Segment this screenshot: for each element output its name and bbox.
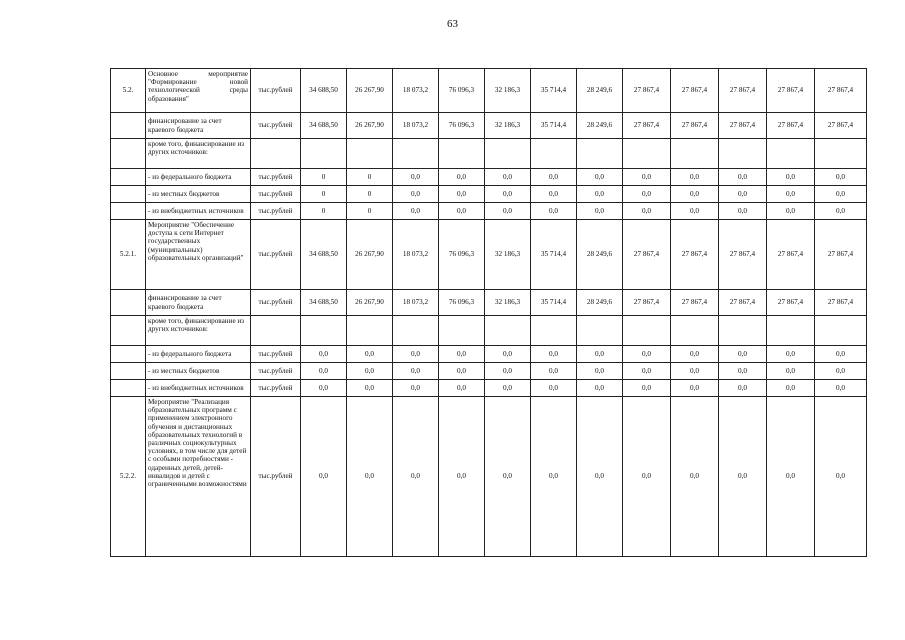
row-unit: тыс.рублей <box>251 113 301 139</box>
value-cell: 27 867,4 <box>671 220 719 290</box>
value-cell: 0,0 <box>347 363 393 380</box>
value-cell: 27 867,4 <box>767 113 815 139</box>
row-unit: тыс.рублей <box>251 69 301 113</box>
value-cell: 0,0 <box>485 203 531 220</box>
table-row <box>111 203 867 220</box>
row-code <box>111 169 146 186</box>
value-cell: 0,0 <box>815 169 867 186</box>
row-code <box>111 363 146 380</box>
value-cell: 0,0 <box>301 397 347 557</box>
value-cell <box>577 139 623 169</box>
row-description: - из федерального бюджета <box>146 346 251 363</box>
value-cell: 0,0 <box>671 186 719 203</box>
value-cell: 0,0 <box>671 363 719 380</box>
value-cell <box>719 316 767 346</box>
row-unit: тыс.рублей <box>251 397 301 557</box>
value-cell: 27 867,4 <box>719 220 767 290</box>
value-cell: 0,0 <box>623 169 671 186</box>
value-cell: 35 714,4 <box>531 113 577 139</box>
row-unit: тыс.рублей <box>251 203 301 220</box>
value-cell: 0 <box>347 169 393 186</box>
value-cell <box>347 316 393 346</box>
value-cell: 0,0 <box>393 186 439 203</box>
value-cell: 18 073,2 <box>393 290 439 316</box>
value-cell: 0,0 <box>393 363 439 380</box>
value-cell: 0,0 <box>767 380 815 397</box>
row-unit: тыс.рублей <box>251 186 301 203</box>
value-cell: 0,0 <box>815 186 867 203</box>
value-cell: 32 186,3 <box>485 220 531 290</box>
value-cell: 35 714,4 <box>531 290 577 316</box>
value-cell: 0,0 <box>815 346 867 363</box>
value-cell: 27 867,4 <box>767 69 815 113</box>
value-cell: 32 186,3 <box>485 69 531 113</box>
row-code <box>111 186 146 203</box>
value-cell <box>623 139 671 169</box>
value-cell: 28 249,6 <box>577 220 623 290</box>
value-cell: 0,0 <box>439 380 485 397</box>
value-cell: 0,0 <box>577 397 623 557</box>
value-cell: 27 867,4 <box>623 290 671 316</box>
value-cell: 0,0 <box>439 346 485 363</box>
value-cell: 0,0 <box>767 397 815 557</box>
value-cell: 27 867,4 <box>671 69 719 113</box>
value-cell: 0,0 <box>485 346 531 363</box>
value-cell: 76 096,3 <box>439 113 485 139</box>
value-cell: 35 714,4 <box>531 220 577 290</box>
value-cell: 0,0 <box>577 363 623 380</box>
row-description: финансирование за счет краевого бюджета <box>146 290 251 316</box>
value-cell <box>623 316 671 346</box>
value-cell: 0,0 <box>577 346 623 363</box>
value-cell: 27 867,4 <box>815 290 867 316</box>
value-cell <box>531 139 577 169</box>
row-unit: тыс.рублей <box>251 380 301 397</box>
value-cell: 0,0 <box>485 186 531 203</box>
value-cell <box>439 316 485 346</box>
value-cell <box>301 139 347 169</box>
page-number: 63 <box>447 18 458 30</box>
value-cell: 0,0 <box>531 186 577 203</box>
row-code <box>111 380 146 397</box>
value-cell: 76 096,3 <box>439 290 485 316</box>
table-row <box>111 380 867 397</box>
value-cell: 0,0 <box>347 346 393 363</box>
value-cell: 26 267,90 <box>347 290 393 316</box>
value-cell: 0 <box>347 186 393 203</box>
row-unit <box>251 139 301 169</box>
row-code <box>111 316 146 346</box>
value-cell: 0,0 <box>815 380 867 397</box>
value-cell: 0,0 <box>347 397 393 557</box>
table-row <box>111 346 867 363</box>
value-cell: 0,0 <box>719 363 767 380</box>
value-cell: 76 096,3 <box>439 69 485 113</box>
value-cell: 0,0 <box>393 203 439 220</box>
value-cell <box>485 139 531 169</box>
row-description: - из внебюджетных источников <box>146 380 251 397</box>
value-cell: 0,0 <box>439 203 485 220</box>
value-cell: 32 186,3 <box>485 113 531 139</box>
value-cell: 27 867,4 <box>815 220 867 290</box>
value-cell: 27 867,4 <box>671 113 719 139</box>
value-cell: 26 267,90 <box>347 69 393 113</box>
value-cell: 34 688,50 <box>301 69 347 113</box>
value-cell: 0 <box>347 203 393 220</box>
row-code: 5.2.2. <box>111 397 146 557</box>
value-cell: 18 073,2 <box>393 69 439 113</box>
value-cell: 26 267,90 <box>347 220 393 290</box>
value-cell: 0,0 <box>577 380 623 397</box>
value-cell: 0,0 <box>767 346 815 363</box>
value-cell <box>439 139 485 169</box>
value-cell: 28 249,6 <box>577 290 623 316</box>
value-cell: 0,0 <box>439 169 485 186</box>
value-cell: 0,0 <box>767 186 815 203</box>
table-row <box>111 397 867 557</box>
row-code <box>111 113 146 139</box>
row-description: - из местных бюджетов <box>146 186 251 203</box>
row-description: Основное мероприятие "Формирование новой технологической среды образования" <box>146 69 251 113</box>
value-cell: 0,0 <box>767 363 815 380</box>
value-cell: 26 267,90 <box>347 113 393 139</box>
value-cell: 0,0 <box>485 363 531 380</box>
value-cell: 0,0 <box>531 380 577 397</box>
value-cell: 0,0 <box>623 346 671 363</box>
value-cell: 0,0 <box>671 346 719 363</box>
value-cell: 0,0 <box>577 186 623 203</box>
value-cell: 0,0 <box>531 169 577 186</box>
value-cell <box>393 316 439 346</box>
row-description: - из местных бюджетов <box>146 363 251 380</box>
value-cell: 0,0 <box>485 380 531 397</box>
value-cell <box>531 316 577 346</box>
value-cell: 0,0 <box>623 397 671 557</box>
row-code <box>111 346 146 363</box>
value-cell: 0,0 <box>719 397 767 557</box>
value-cell: 0,0 <box>393 397 439 557</box>
value-cell: 0,0 <box>439 397 485 557</box>
row-description: - из внебюджетных источников <box>146 203 251 220</box>
table-row <box>111 169 867 186</box>
value-cell: 34 688,50 <box>301 113 347 139</box>
value-cell: 0,0 <box>623 203 671 220</box>
value-cell <box>671 316 719 346</box>
value-cell: 0 <box>301 169 347 186</box>
value-cell: 27 867,4 <box>767 290 815 316</box>
value-cell: 0 <box>301 186 347 203</box>
value-cell <box>393 139 439 169</box>
row-code <box>111 290 146 316</box>
value-cell: 27 867,4 <box>623 113 671 139</box>
value-cell: 0,0 <box>301 363 347 380</box>
row-code <box>111 203 146 220</box>
value-cell: 0,0 <box>815 397 867 557</box>
value-cell: 0,0 <box>719 380 767 397</box>
table-row <box>111 186 867 203</box>
value-cell: 0,0 <box>531 397 577 557</box>
value-cell: 0,0 <box>815 203 867 220</box>
table-row <box>111 363 867 380</box>
value-cell: 27 867,4 <box>767 220 815 290</box>
value-cell: 0,0 <box>393 380 439 397</box>
row-code: 5.2. <box>111 69 146 113</box>
value-cell: 76 096,3 <box>439 220 485 290</box>
value-cell <box>815 316 867 346</box>
table-row <box>111 220 867 290</box>
row-description: кроме того, финансирование из других источников: <box>146 139 251 169</box>
budget-table <box>110 68 867 557</box>
value-cell: 27 867,4 <box>623 69 671 113</box>
value-cell <box>301 316 347 346</box>
row-unit: тыс.рублей <box>251 363 301 380</box>
value-cell: 0,0 <box>485 169 531 186</box>
row-description: Мероприятие "Реализация образовательных программ с применением электронного обучения и дистанционных образовательных технологий в различных социокультурных условиях, в том числе для детей с особыми потребностями - одаренных детей, детей-инвалидов и детей с ограниченными возможностями <box>146 397 251 557</box>
value-cell: 0,0 <box>671 203 719 220</box>
value-cell: 0,0 <box>719 169 767 186</box>
value-cell: 0,0 <box>767 203 815 220</box>
value-cell: 0,0 <box>623 380 671 397</box>
value-cell: 28 249,6 <box>577 69 623 113</box>
value-cell: 0,0 <box>531 363 577 380</box>
row-description: финансирование за счет краевого бюджета <box>146 113 251 139</box>
value-cell: 27 867,4 <box>671 290 719 316</box>
row-unit: тыс.рублей <box>251 169 301 186</box>
table-row <box>111 316 867 346</box>
value-cell: 27 867,4 <box>623 220 671 290</box>
value-cell: 27 867,4 <box>719 290 767 316</box>
value-cell: 0,0 <box>671 397 719 557</box>
value-cell: 0,0 <box>767 169 815 186</box>
value-cell: 28 249,6 <box>577 113 623 139</box>
value-cell: 0,0 <box>623 186 671 203</box>
table-row <box>111 139 867 169</box>
row-description: - из федерального бюджета <box>146 169 251 186</box>
table-row <box>111 113 867 139</box>
value-cell <box>719 139 767 169</box>
value-cell: 34 688,50 <box>301 220 347 290</box>
value-cell: 0,0 <box>393 169 439 186</box>
value-cell <box>815 139 867 169</box>
value-cell: 18 073,2 <box>393 113 439 139</box>
value-cell: 0,0 <box>577 203 623 220</box>
row-description: кроме того, финансирование из других источников: <box>146 316 251 346</box>
value-cell: 0,0 <box>671 169 719 186</box>
row-code: 5.2.1. <box>111 220 146 290</box>
value-cell: 35 714,4 <box>531 69 577 113</box>
value-cell: 32 186,3 <box>485 290 531 316</box>
value-cell: 27 867,4 <box>815 113 867 139</box>
value-cell: 0,0 <box>719 203 767 220</box>
value-cell <box>485 316 531 346</box>
value-cell: 0 <box>301 203 347 220</box>
value-cell: 34 688,50 <box>301 290 347 316</box>
row-unit: тыс.рублей <box>251 220 301 290</box>
row-description: Мероприятие "Обеспечение доступа к сети Интернет государственных (муниципальных) образовательных организаций" <box>146 220 251 290</box>
value-cell: 27 867,4 <box>815 69 867 113</box>
value-cell: 0,0 <box>301 346 347 363</box>
value-cell: 0,0 <box>301 380 347 397</box>
value-cell: 0,0 <box>719 346 767 363</box>
value-cell: 0,0 <box>439 363 485 380</box>
value-cell: 18 073,2 <box>393 220 439 290</box>
table-row <box>111 69 867 113</box>
value-cell: 0,0 <box>485 397 531 557</box>
value-cell: 0,0 <box>577 169 623 186</box>
value-cell <box>767 316 815 346</box>
value-cell: 0,0 <box>439 186 485 203</box>
value-cell: 27 867,4 <box>719 69 767 113</box>
row-unit: тыс.рублей <box>251 290 301 316</box>
value-cell: 0,0 <box>719 186 767 203</box>
row-code <box>111 139 146 169</box>
value-cell: 0,0 <box>623 363 671 380</box>
value-cell: 0,0 <box>393 346 439 363</box>
value-cell: 0,0 <box>815 363 867 380</box>
row-unit: тыс.рублей <box>251 346 301 363</box>
table-row <box>111 290 867 316</box>
value-cell: 0,0 <box>671 380 719 397</box>
row-unit <box>251 316 301 346</box>
value-cell: 0,0 <box>531 203 577 220</box>
value-cell <box>767 139 815 169</box>
value-cell <box>577 316 623 346</box>
value-cell: 0,0 <box>531 346 577 363</box>
value-cell: 0,0 <box>347 380 393 397</box>
value-cell <box>671 139 719 169</box>
value-cell: 27 867,4 <box>719 113 767 139</box>
value-cell <box>347 139 393 169</box>
